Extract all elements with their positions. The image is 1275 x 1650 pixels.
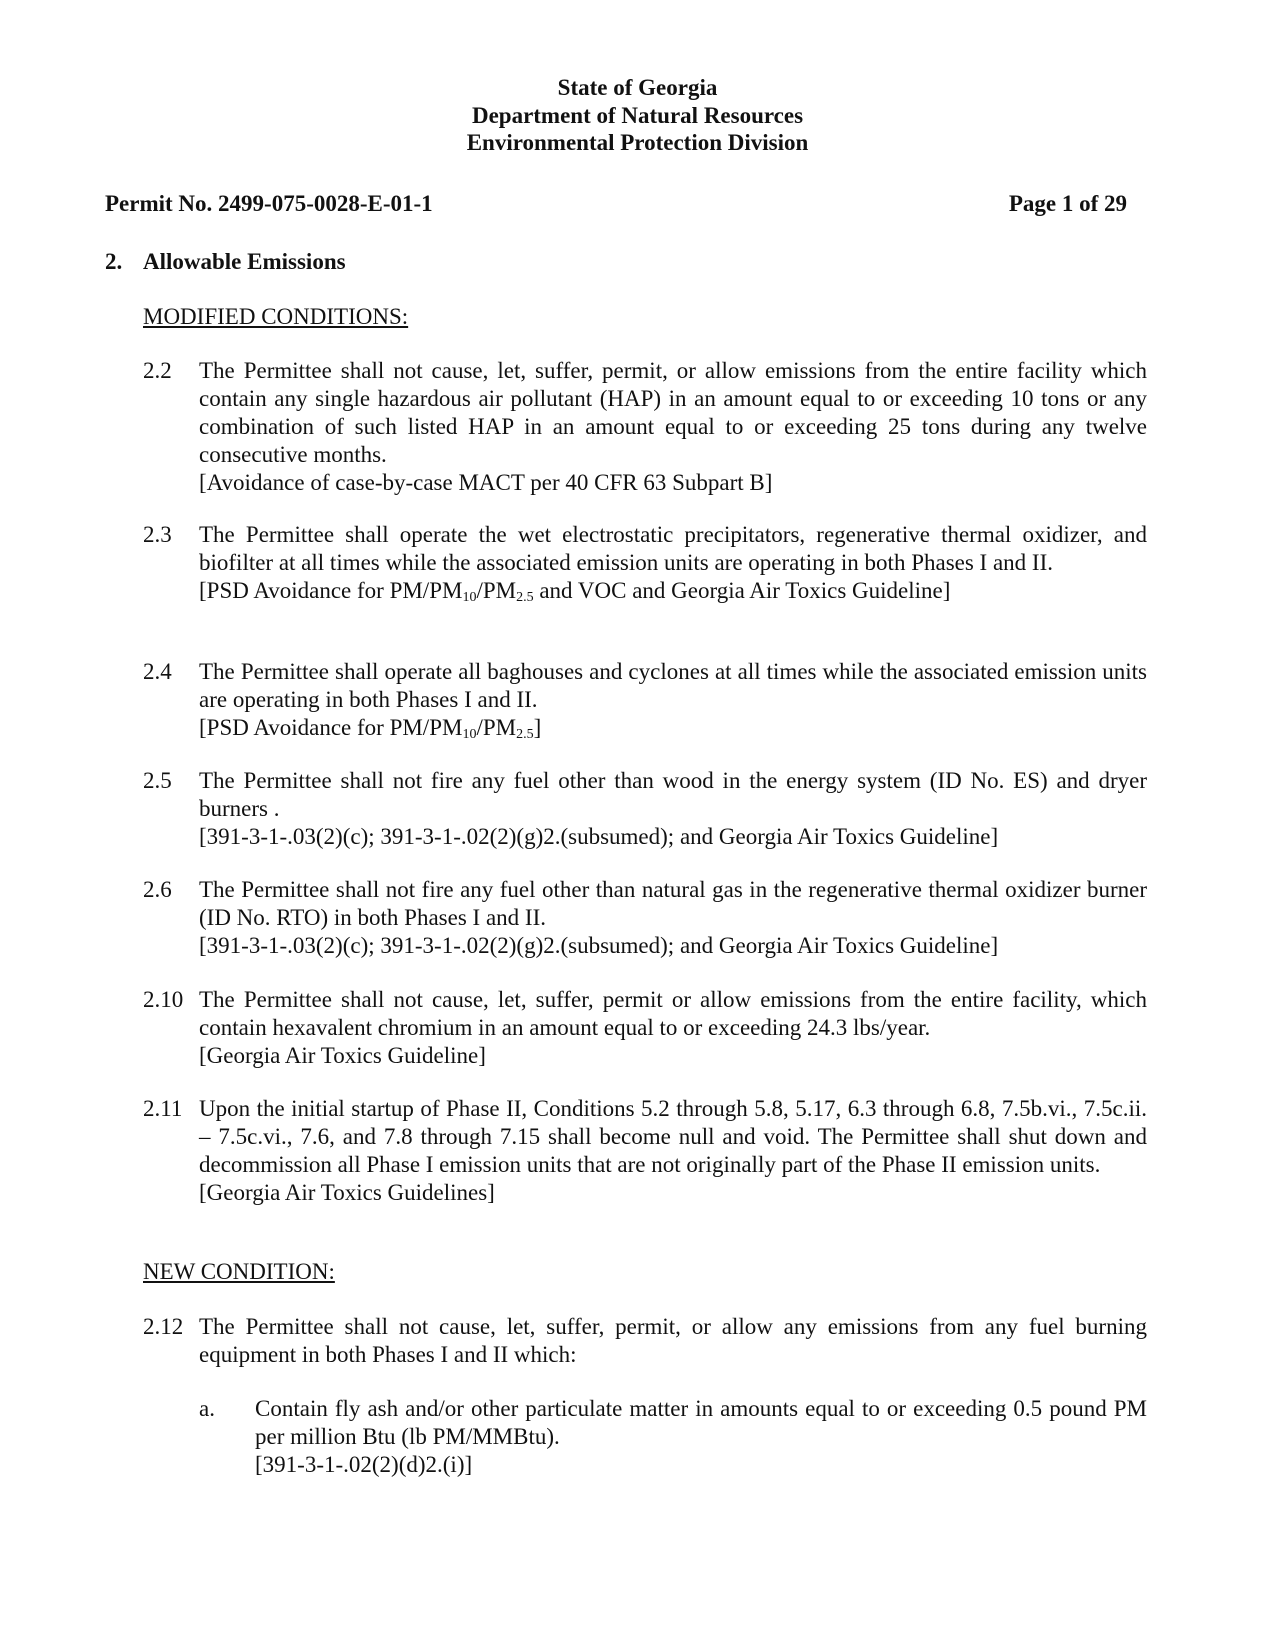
- condition-text: Upon the initial startup of Phase II, Conditions 5.2 through 5.8, 5.17, 6.3 through 6.8, 7.5b.vi., 7.5c.ii. – 7.5c.vi., 7.6, and 7.8 through 7.15 shall become null and void. The Permittee shall shut down and decommission all Phase I emission units that are not originally part of the Phase II emission units.: [199, 1096, 1147, 1177]
- condition-text: The Permittee shall operate all baghouses and cyclones at all times while the associated emission units are operating in both Phases I and II.: [199, 659, 1147, 712]
- agency-department: Department of Natural Resources: [471, 102, 804, 128]
- new-condition-heading: NEW CONDITION:: [143, 1259, 335, 1284]
- condition-text: The Permittee shall not cause, let, suffer, permit, or allow any emissions from any fuel burning equipment in both Phases I and II which:: [199, 1314, 1147, 1367]
- condition-reference: [Georgia Air Toxics Guidelines]: [199, 1180, 495, 1205]
- condition-2-12: [143, 1313, 1147, 1369]
- condition-reference: [PSD Avoidance for PM/PM10/PM2.5]: [199, 715, 542, 742]
- condition-2-10: [143, 986, 1147, 1070]
- section-heading: [105, 248, 346, 276]
- condition-2-6: [143, 876, 1147, 960]
- agency-division: Environmental Protection Division: [466, 130, 809, 155]
- section-number: 2.: [105, 249, 123, 274]
- condition-text: The Permittee shall not fire any fuel other than wood in the energy system (ID No. ES) and dryer burners .: [199, 768, 1147, 821]
- condition-reference: [391-3-1-.03(2)(c); 391-3-1-.02(2)(g)2.(subsumed); and Georgia Air Toxics Guideline]: [199, 933, 999, 958]
- condition-2-11: [143, 1095, 1147, 1207]
- modified-conditions-heading: MODIFIED CONDITIONS:: [143, 304, 409, 329]
- permit-number: Permit No. 2499-075-0028-E-01-1: [105, 191, 433, 216]
- condition-number: 2.10: [143, 987, 184, 1012]
- condition-number: 2.12: [143, 1314, 184, 1339]
- subcondition-reference: [391-3-1-.02(2)(d)2.(i)]: [255, 1452, 473, 1477]
- condition-2-3: [143, 521, 1147, 605]
- condition-2-5: [143, 767, 1147, 851]
- agency-state: State of Georgia: [557, 75, 718, 100]
- subcondition-text: Contain fly ash and/or other particulate matter in amounts equal to or exceeding 0.5 pound PM per million Btu (lb PM/MMBtu).: [255, 1396, 1147, 1449]
- condition-2-4: [143, 658, 1147, 742]
- condition-text: The Permittee shall not cause, let, suffer, permit, or allow emissions from the entire facility which contain any single hazardous air pollutant (HAP) in an amount equal to or exceeding 10 tons or any combination of such listed HAP in an amount equal to or exceeding 25 tons during any twelve consecutive months.: [199, 358, 1147, 467]
- condition-text: The Permittee shall operate the wet electrostatic precipitators, regenerative thermal oxidizer, and biofilter at all times while the associated emission units are operating in both Phases I and II.: [199, 522, 1147, 575]
- condition-number: 2.3: [143, 522, 172, 547]
- condition-number: 2.2: [143, 358, 172, 383]
- condition-2-2: [143, 357, 1147, 497]
- agency-header: [0, 74, 1275, 157]
- page-number: Page 1 of 29: [1008, 191, 1127, 216]
- subcondition-letter: a.: [199, 1396, 215, 1421]
- condition-number: 2.5: [143, 768, 172, 793]
- section-title: Allowable Emissions: [143, 249, 346, 274]
- condition-reference: [391-3-1-.03(2)(c); 391-3-1-.02(2)(g)2.(subsumed); and Georgia Air Toxics Guideline]: [199, 824, 999, 849]
- condition-reference: [Georgia Air Toxics Guideline]: [199, 1043, 486, 1068]
- condition-reference: [PSD Avoidance for PM/PM10/PM2.5 and VOC and Georgia Air Toxics Guideline]: [199, 578, 951, 605]
- condition-text: The Permittee shall not fire any fuel other than natural gas in the regenerative thermal oxidizer burner (ID No. RTO) in both Phases I and II.: [199, 877, 1147, 930]
- condition-reference: [Avoidance of case-by-case MACT per 40 CFR 63 Subpart B]: [199, 470, 773, 495]
- condition-number: 2.4: [143, 659, 172, 684]
- condition-text: The Permittee shall not cause, let, suffer, permit or allow emissions from the entire facility, which contain hexavalent chromium in an amount equal to or exceeding 24.3 lbs/year.: [199, 987, 1147, 1040]
- condition-number: 2.11: [143, 1096, 183, 1121]
- condition-2-12-a: [199, 1395, 1147, 1479]
- condition-number: 2.6: [143, 877, 172, 902]
